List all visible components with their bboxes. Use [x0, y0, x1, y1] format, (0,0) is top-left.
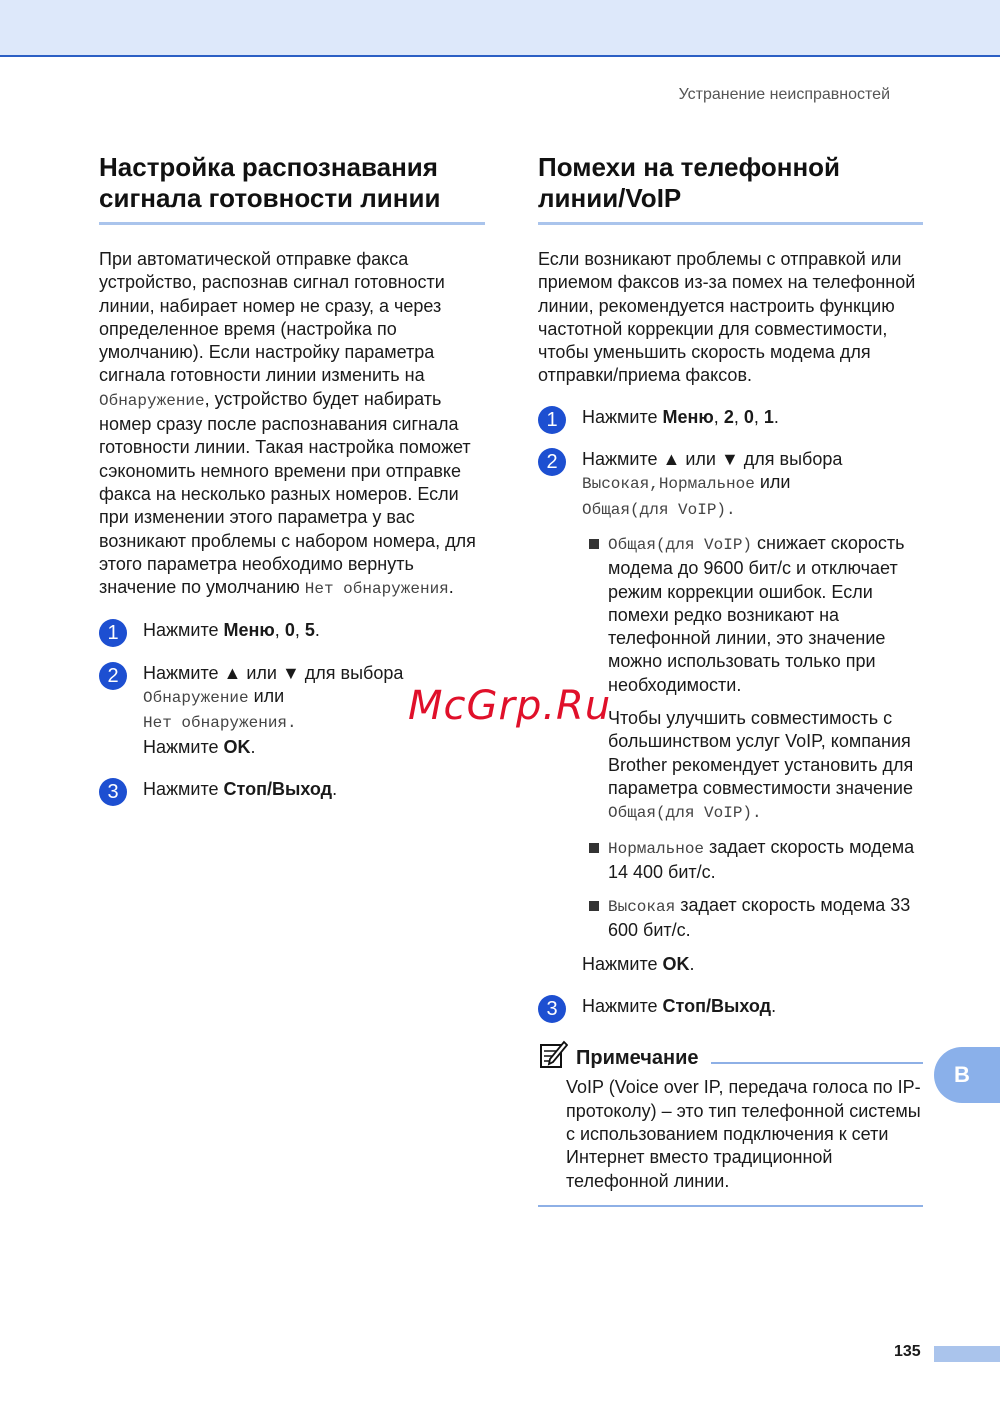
bullet-item [582, 836, 923, 885]
text: . [332, 778, 338, 799]
text: Нажмите [143, 620, 224, 641]
text: . [689, 953, 695, 974]
text: , [294, 620, 305, 641]
setting-value: Обнаружение [143, 689, 249, 708]
voip-recommendation [582, 707, 923, 825]
text: Нажмите [143, 778, 224, 799]
text: . [287, 714, 297, 733]
key-label: OK [223, 736, 251, 757]
key-label: 2 [723, 406, 734, 427]
text: . [752, 804, 762, 823]
text: . [771, 996, 777, 1017]
title-line: сигнала готовности линии [99, 183, 441, 213]
text: Нажмите [582, 996, 663, 1017]
title-line: Помехи на телефонной [538, 152, 841, 182]
step-number-badge: 2 [538, 448, 566, 476]
bullet-square-icon [589, 843, 599, 853]
step-3 [99, 778, 485, 801]
intro-paragraph: Если возникают проблемы с отправкой или приемом факсов из-за помех на телефонной линии, рекомендуется настроить функцию частотной коррекции для совместимости, чтобы уменьшить скорость модема для отправки/приема факсов. [538, 249, 916, 386]
text: , устройство будет набирать номер сразу после распознавания сигнала готовности линии. Такая настройка поможет сэкономить немного времени при отправке факса на несколько разных номеров. Если при изменении этого параметра у вас возникают проблемы с набором номера, для этого параметра необходимо вернуть значение по умолчанию [99, 388, 476, 598]
text: , [274, 620, 285, 641]
section-title-dial-tone [99, 152, 485, 225]
setting-value: Нет обнаружения [304, 580, 449, 599]
text: . [250, 736, 256, 757]
step-number-badge: 2 [99, 662, 127, 690]
setting-value: Общая(для VoIP) [608, 535, 753, 554]
setting-value: Общая(для VoIP) [582, 500, 727, 519]
text: , [753, 406, 764, 427]
text: . [314, 620, 320, 641]
section-title-voip [538, 152, 923, 225]
key-label: Стоп/Выход [662, 996, 772, 1017]
step-number-badge: 3 [538, 995, 566, 1023]
key-label: 1 [763, 406, 774, 427]
text: Нажмите ▲ или ▼ для выбора [582, 449, 843, 470]
note-box [538, 1040, 923, 1206]
text: . [726, 500, 736, 519]
title-line: Настройка распознавания [99, 152, 438, 182]
note-body: VoIP (Voice over IP, передача голоса по IP-протоколу) – это тип телефонной системы с использованием подключения к сети Интернет вместо традиционной телефонной линии. [566, 1077, 921, 1191]
step-1 [99, 619, 485, 645]
bullet-item [582, 894, 923, 943]
key-label: 5 [304, 620, 315, 641]
key-label: Меню [662, 406, 714, 427]
setting-value: Общая(для VoIP) [608, 804, 753, 823]
top-band [0, 0, 1000, 57]
step-3 [538, 995, 923, 1021]
text: , [733, 406, 744, 427]
bullet-square-icon [589, 539, 599, 549]
setting-value: Обнаружение [99, 391, 205, 410]
text: , [713, 406, 724, 427]
text: Нажмите ▲ или ▼ для выбора [143, 662, 404, 683]
text: Чтобы улучшить совместимость с большинством услуг VoIP, компания Brother рекомендует установить для параметра совместимости значение [608, 708, 914, 798]
setting-value: Нормальное [608, 839, 705, 858]
text: задает скорость модема 33 600 бит/с. [608, 895, 911, 941]
note-header [538, 1040, 923, 1070]
page-number: 135 [894, 1343, 921, 1360]
text: снижает скорость модема до 9600 бит/с и отключает режим коррекции ошибок. Если помехи редко возникают на телефонной линии, это значение можно использовать только при необходимости. [608, 532, 905, 695]
note-pencil-icon [538, 1040, 568, 1070]
appendix-tab: B [934, 1047, 1000, 1103]
watermark: McGrp.Ru [408, 683, 612, 729]
step-number-badge: 3 [99, 778, 127, 806]
press-ok [582, 953, 923, 976]
key-label: Меню [223, 620, 275, 641]
step-number-badge: 1 [538, 406, 566, 434]
page-number-tab [934, 1346, 1000, 1362]
setting-value: Нет обнаружения [143, 714, 288, 733]
text: Нажмите [582, 953, 663, 974]
running-head: Устранение неисправностей [678, 86, 890, 103]
text: или [248, 686, 285, 707]
text: задает скорость модема 14 400 бит/с. [608, 836, 915, 882]
key-label: 0 [743, 406, 754, 427]
key-label: 0 [284, 620, 295, 641]
key-label: Стоп/Выход [223, 778, 333, 799]
setting-value: Высокая [608, 898, 676, 917]
intro-paragraph [99, 248, 485, 601]
text: или [754, 472, 791, 493]
bullet-square-icon [589, 901, 599, 911]
note-bottom-rule [538, 1205, 923, 1207]
key-label: OK [662, 953, 690, 974]
bullet-item [582, 532, 923, 697]
text: Нажмите [143, 736, 224, 757]
text: При автоматической отправке факса устройство, распознав сигнал готовности линии, набирает номер не сразу, а через определенное время (настройка по умолчанию). Если настройку параметра сигнала готовности линии изменить на [99, 249, 445, 386]
text: . [773, 406, 779, 427]
title-line: линии/VoIP [538, 183, 682, 213]
setting-value: Нормальное [658, 475, 755, 494]
note-title: Примечание [576, 1047, 699, 1070]
text: . [448, 577, 454, 598]
step-number-badge: 1 [99, 619, 127, 647]
text: , [649, 475, 659, 494]
note-divider [711, 1062, 923, 1064]
step-1 [538, 406, 923, 429]
text: Нажмите [582, 406, 663, 427]
right-column [538, 152, 923, 1207]
setting-value: Высокая [582, 475, 650, 494]
